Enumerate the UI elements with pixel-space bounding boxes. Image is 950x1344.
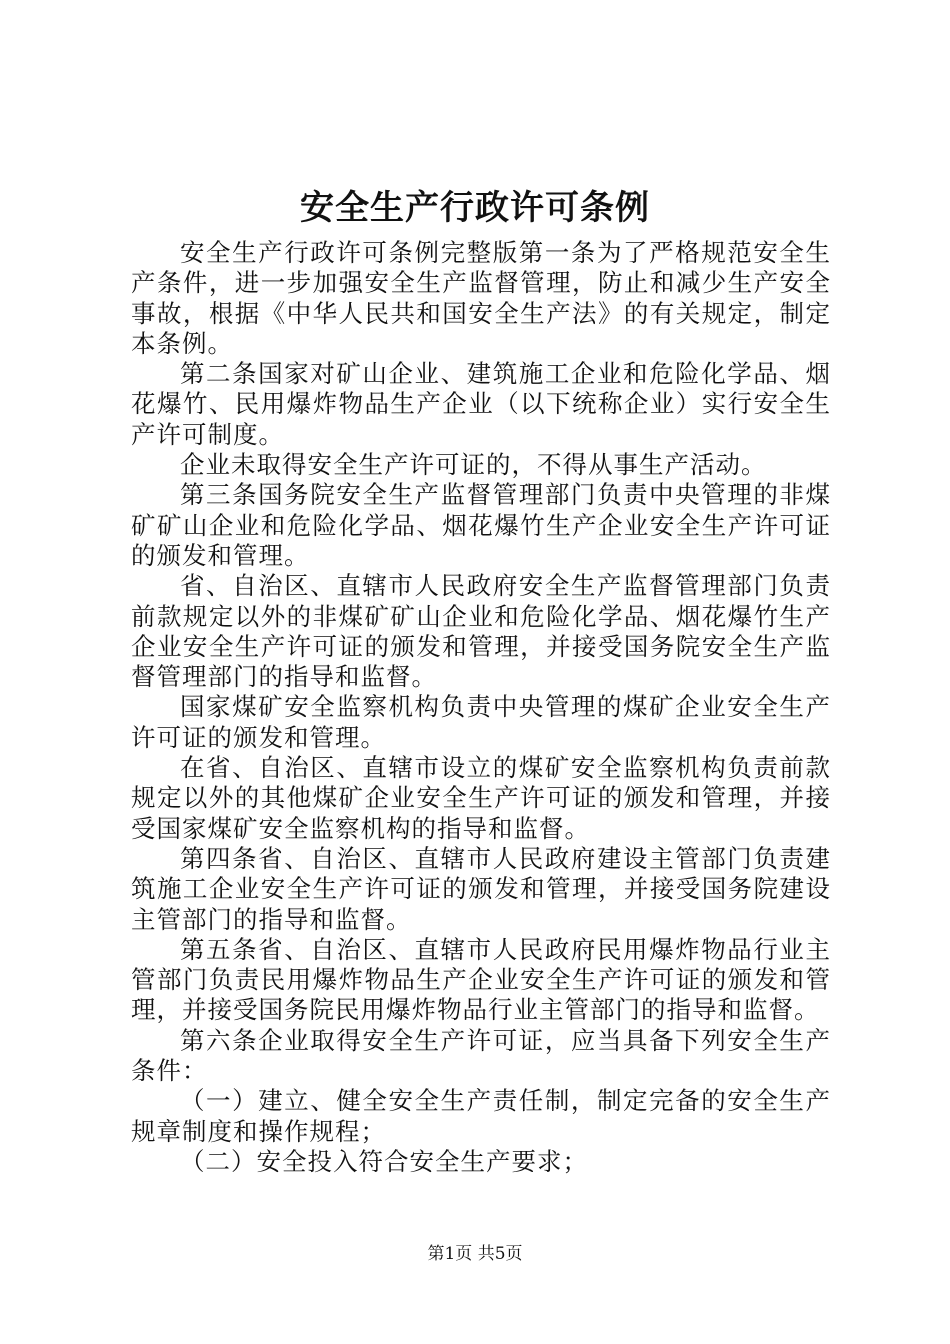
document-title: 安全生产行政许可条例 <box>300 188 650 228</box>
paragraph: 第五条省、自治区、直辖市人民政府民用爆炸物品行业主管部门负责民用爆炸物品生产企业安全生产许可证的颁发和管理，并接受国务院民用爆炸物品行业主管部门的指导和监督。 <box>131 934 831 1025</box>
paragraph: 第六条企业取得安全生产许可证，应当具备下列安全生产条件： <box>131 1025 831 1086</box>
paragraph: 企业未取得安全生产许可证的，不得从事生产活动。 <box>180 450 767 480</box>
paragraph: （一）建立、健全安全生产责任制，制定完备的安全生产规章制度和操作规程； <box>131 1086 831 1146</box>
paragraph: 安全生产行政许可条例完整版第一条为了严格规范安全生产条件，进一步加强安全生产监督管理，防止和减少生产安全事故，根据《中华人民共和国安全生产法》的有关规定，制定本条例。 <box>131 238 831 358</box>
document-body <box>131 238 831 1177</box>
paragraph: （二）安全投入符合安全生产要求； <box>180 1146 588 1176</box>
paragraph: 第四条省、自治区、直辖市人民政府建设主管部门负责建筑施工企业安全生产许可证的颁发和管理，并接受国务院建设主管部门的指导和监督。 <box>131 843 831 934</box>
paragraph: 第二条国家对矿山企业、建筑施工企业和危险化学品、烟花爆竹、民用爆炸物品生产企业（以下统称企业）实行安全生产许可制度。 <box>131 359 831 449</box>
page-number-footer: 第1页 共5页 <box>427 1244 523 1264</box>
paragraph: 国家煤矿安全监察机构负责中央管理的煤矿企业安全生产许可证的颁发和管理。 <box>131 692 831 752</box>
paragraph: 在省、自治区、直辖市设立的煤矿安全监察机构负责前款规定以外的其他煤矿企业安全生产许可证的颁发和管理，并接受国家煤矿安全监察机构的指导和监督。 <box>131 753 831 843</box>
paragraph: 省、自治区、直辖市人民政府安全生产监督管理部门负责前款规定以外的非煤矿矿山企业和危险化学品、烟花爆竹生产企业安全生产许可证的颁发和管理，并接受国务院安全生产监督管理部门的指导和监督。 <box>131 571 831 692</box>
paragraph: 第三条国务院安全生产监督管理部门负责中央管理的非煤矿矿山企业和危险化学品、烟花爆竹生产企业安全生产许可证的颁发和管理。 <box>131 480 831 570</box>
